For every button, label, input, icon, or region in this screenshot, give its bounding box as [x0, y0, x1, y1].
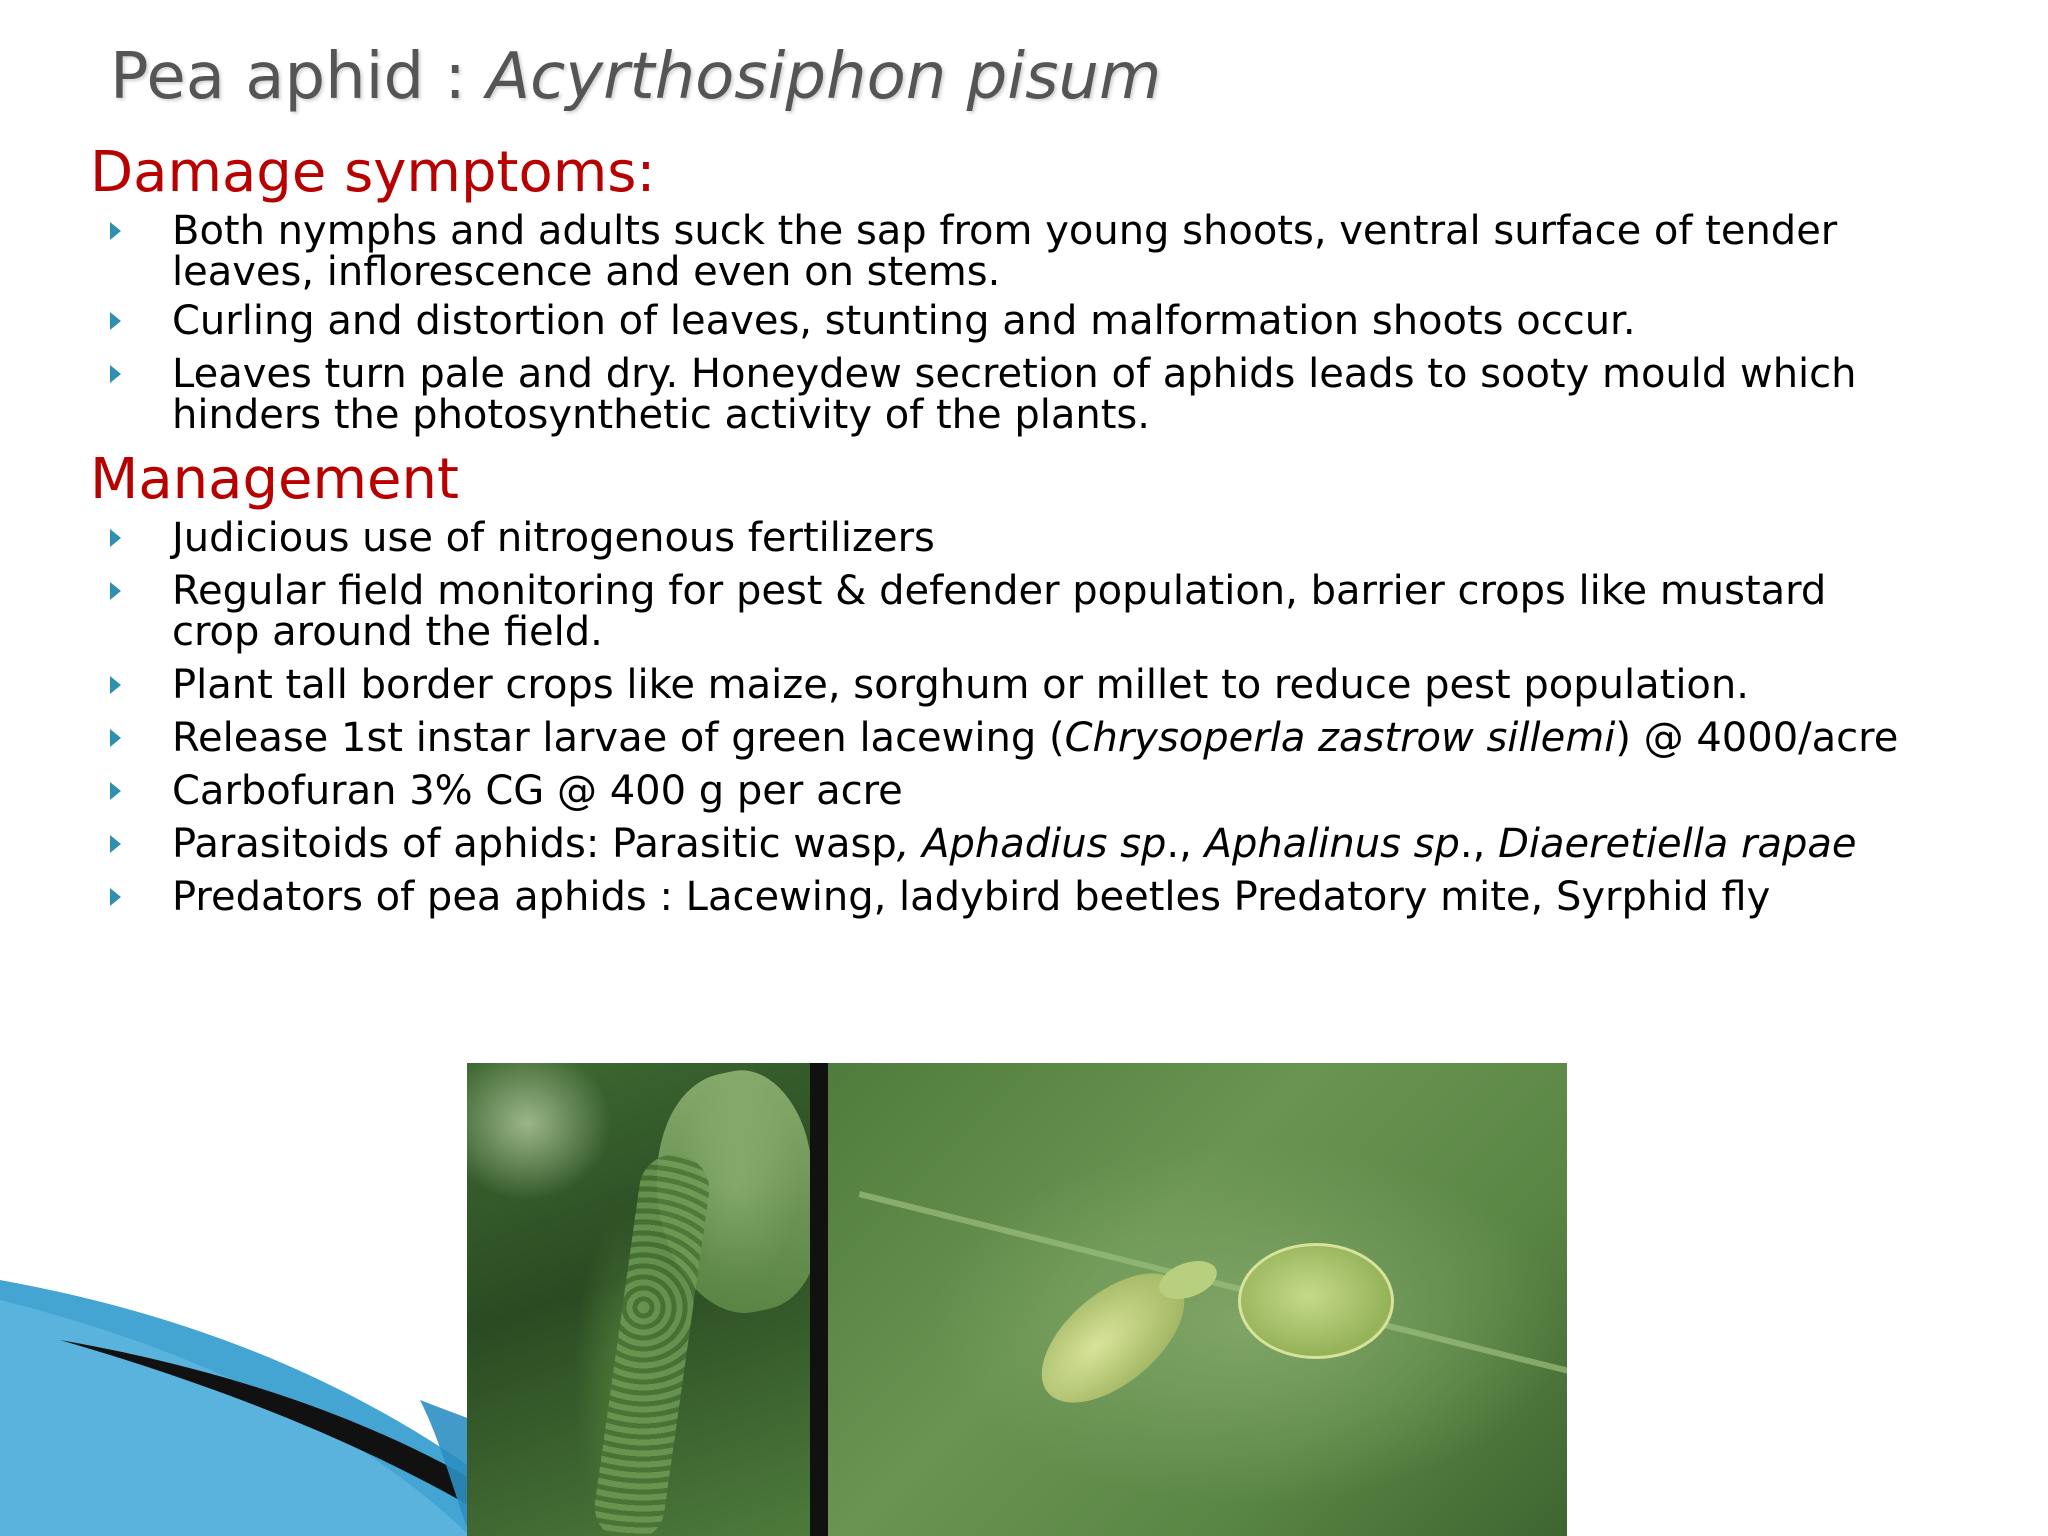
species-name: Aphalinus sp [1204, 821, 1460, 867]
damage-heading: Damage symptoms: [90, 140, 656, 205]
aphid-colony-photo [467, 1063, 810, 1536]
list-item-text-post: ) @ 4000/acre [1615, 715, 1899, 761]
aphid-shape [1238, 1243, 1394, 1359]
list-item-line: Leaves turn pale and dry. Honeydew secretion of aphids leads to sooty mould which [172, 351, 1857, 397]
species-name: Diaeretiella rapae [1498, 821, 1857, 867]
list-item [110, 662, 1898, 708]
triangle-bullet-icon [110, 222, 121, 240]
list-item [110, 874, 1898, 920]
triangle-bullet-icon [110, 676, 121, 694]
triangle-bullet-icon [110, 529, 121, 547]
leaf-vein-shape [859, 1191, 1567, 1381]
species-name: , Aphadius sp [896, 821, 1167, 867]
photo-divider [810, 1063, 828, 1536]
list-item-line: crop around the field. [172, 609, 603, 655]
triangle-bullet-icon [110, 365, 121, 383]
triangle-bullet-icon [110, 782, 121, 800]
title-scientific-name: Acyrthosiphon pisum [486, 40, 1162, 114]
list-item-text: Predators of pea aphids : Lacewing, ladybird beetles Predatory mite, Syrphid fly [172, 874, 1771, 920]
separator: ., [1166, 821, 1205, 867]
list-item [110, 208, 1857, 295]
damage-list [110, 208, 1857, 438]
list-item [110, 768, 1898, 814]
list-item-line: leaves, inflorescence and even on stems. [172, 249, 1001, 295]
triangle-bullet-icon [110, 729, 121, 747]
list-item-text-pre: Release 1st instar larvae of green lacewing ( [172, 715, 1065, 761]
species-name: Chrysoperla zastrow sillemi [1064, 715, 1616, 761]
list-item-line: hinders the photosynthetic activity of the plants. [172, 392, 1150, 438]
list-item [110, 821, 1898, 867]
list-item-text-pre: Parasitoids of aphids: Parasitic wasp [172, 821, 897, 867]
list-item [110, 351, 1857, 438]
list-item-text: Judicious use of nitrogenous fertilizers [172, 515, 935, 561]
triangle-bullet-icon [110, 835, 121, 853]
slide-title [110, 40, 1161, 114]
pea-aphid-closeup-photo [828, 1063, 1567, 1536]
list-item-line: Both nymphs and adults suck the sap from young shoots, ventral surface of tender [172, 208, 1838, 254]
list-item-text: Carbofuran 3% CG @ 400 g per acre [172, 768, 903, 814]
swoosh-light-band [0, 1300, 470, 1536]
infested-stem-shape [590, 1150, 714, 1536]
list-item [110, 298, 1857, 344]
management-list [110, 515, 1899, 920]
management-heading: Management [90, 447, 459, 512]
triangle-bullet-icon [110, 312, 121, 330]
list-item [110, 715, 1899, 761]
triangle-bullet-icon [110, 888, 121, 906]
list-item-text: Plant tall border crops like maize, sorghum or millet to reduce pest population. [172, 662, 1749, 708]
separator: ., [1459, 821, 1499, 867]
list-item [110, 568, 1898, 655]
title-common-name: Pea aphid : [110, 40, 487, 114]
list-item-line: Regular field monitoring for pest & defender population, barrier crops like mustard [172, 568, 1827, 614]
triangle-bullet-icon [110, 582, 121, 600]
list-item-line: Curling and distortion of leaves, stunting and malformation shoots occur. [172, 298, 1636, 344]
list-item [110, 515, 1898, 561]
